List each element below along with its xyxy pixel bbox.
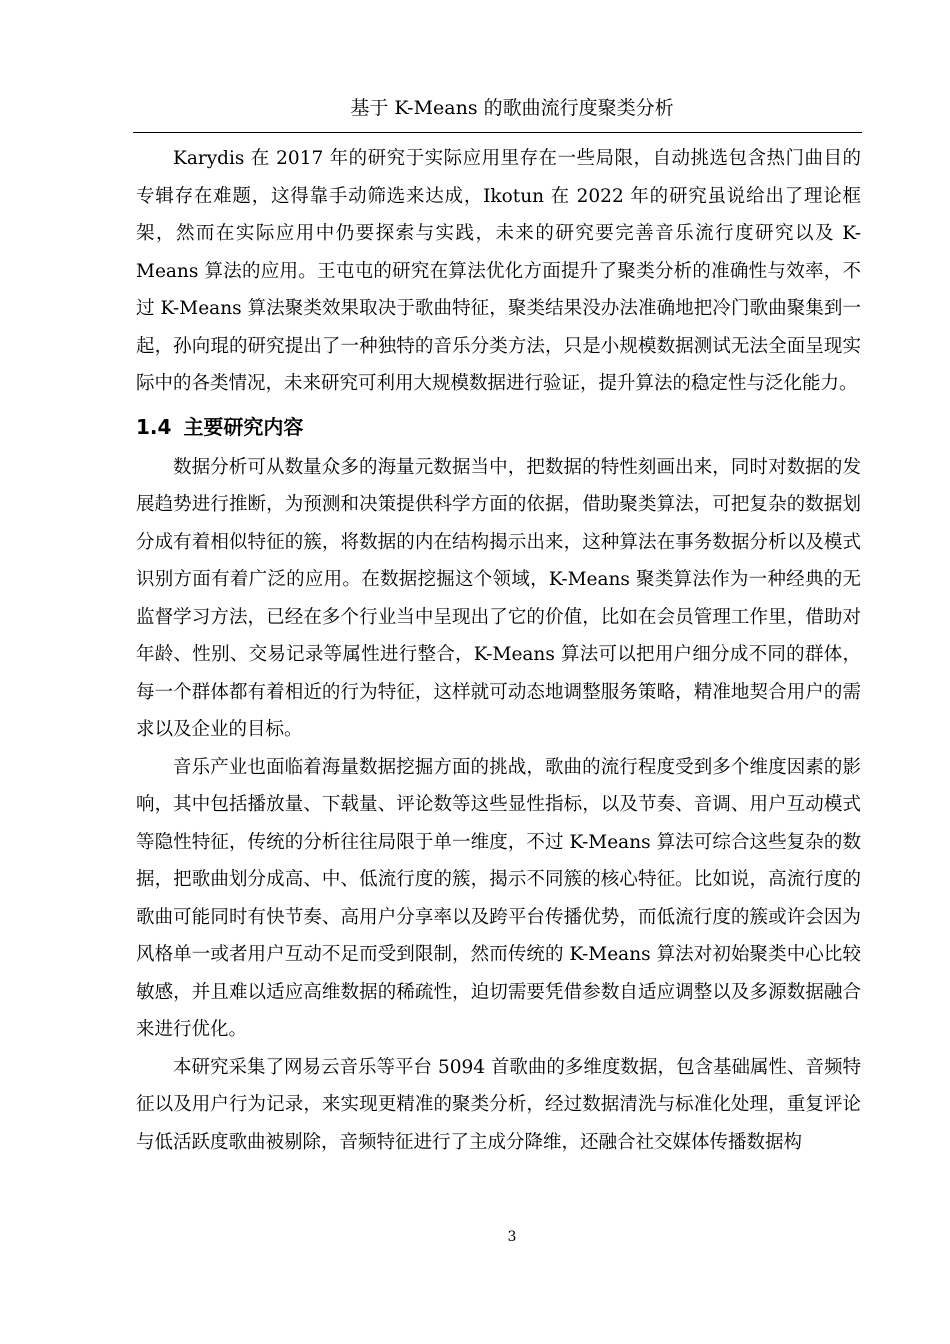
- section-number: 1.4: [136, 414, 172, 439]
- body-paragraph: 本研究采集了网易云音乐等平台 5094 首歌曲的多维度数据，包含基础属性、音频特征以及用户行为记录，来实现更精准的聚类分析，经过数据清洗与标准化处理，重复评论与低活跃度歌曲被剔除，音频特征进行了主成分降维，还融合社交媒体传播数据构: [136, 1056, 861, 1153]
- header-divider: [133, 132, 862, 133]
- running-header-title: 基于 K-Means 的歌曲流行度聚类分析: [350, 97, 674, 119]
- body-paragraph: Karydis 在 2017 年的研究于实际应用里存在一些局限，自动挑选包含热门曲目的专辑存在难题，这得靠手动筛选来达成，Ikotun 在 2022 年的研究虽说给出了理论框架，然而在实际应用中仍要探索与实践，未来的研究要完善音乐流行度研究以及 K-Means 算法的应用。王屯屯的研究在算法优化方面提升了聚类分析的准确性与效率，不过 K-Means 算法聚类效果取决于歌曲特征，聚类结果没办法准确地把冷门歌曲聚集到一起，孙向琨的研究提出了一种独特的音乐分类方法，只是小规模数据测试无法全面呈现实际中的各类情况，未来研究可利用大规模数据进行验证，提升算法的稳定性与泛化能力。: [136, 148, 861, 394]
- page-body: [136, 140, 861, 1161]
- body-paragraph: 数据分析可从数量众多的海量元数据当中，把数据的特性刻画出来，同时对数据的发展趋势进行推断，为预测和决策提供科学方面的依据，借助聚类算法，可把复杂的数据划分成有着相似特征的簇，将数据的内在结构揭示出来，这种算法在事务数据分析以及模式识别方面有着广泛的应用。在数据挖掘这个领域，K-Means 聚类算法作为一种经典的无监督学习方法，已经在多个行业当中呈现出了它的价值，比如在会员管理工作里，借助对年龄、性别、交易记录等属性进行整合，K-Means 算法可以把用户细分成不同的群体，每一个群体都有着相近的行为特征，这样就可动态地调整服务策略，精准地契合用户的需求以及企业的目标。: [136, 456, 861, 740]
- section-heading: [136, 409, 861, 445]
- section-title: 主要研究内容: [183, 414, 304, 439]
- body-paragraph: 音乐产业也面临着海量数据挖掘方面的挑战，歌曲的流行程度受到多个维度因素的影响，其中包括播放量、下载量、评论数等这些显性指标，以及节奏、音调、用户互动模式等隐性特征，传统的分析往往局限于单一维度，不过 K-Means 算法可综合这些复杂的数据，把歌曲划分成高、中、低流行度的簇，揭示不同簇的核心特征。比如说，高流行度的歌曲可能同时有快节奏、高用户分享率以及跨平台传播优势，而低流行度的簇或许会因为风格单一或者用户互动不足而受到限制，然而传统的 K-Means 算法对初始聚类中心比较敏感，并且难以适应高维数据的稀疏性，迫切需要凭借参数自适应调整以及多源数据融合来进行优化。: [136, 756, 861, 1040]
- page-number: 3: [507, 1229, 517, 1245]
